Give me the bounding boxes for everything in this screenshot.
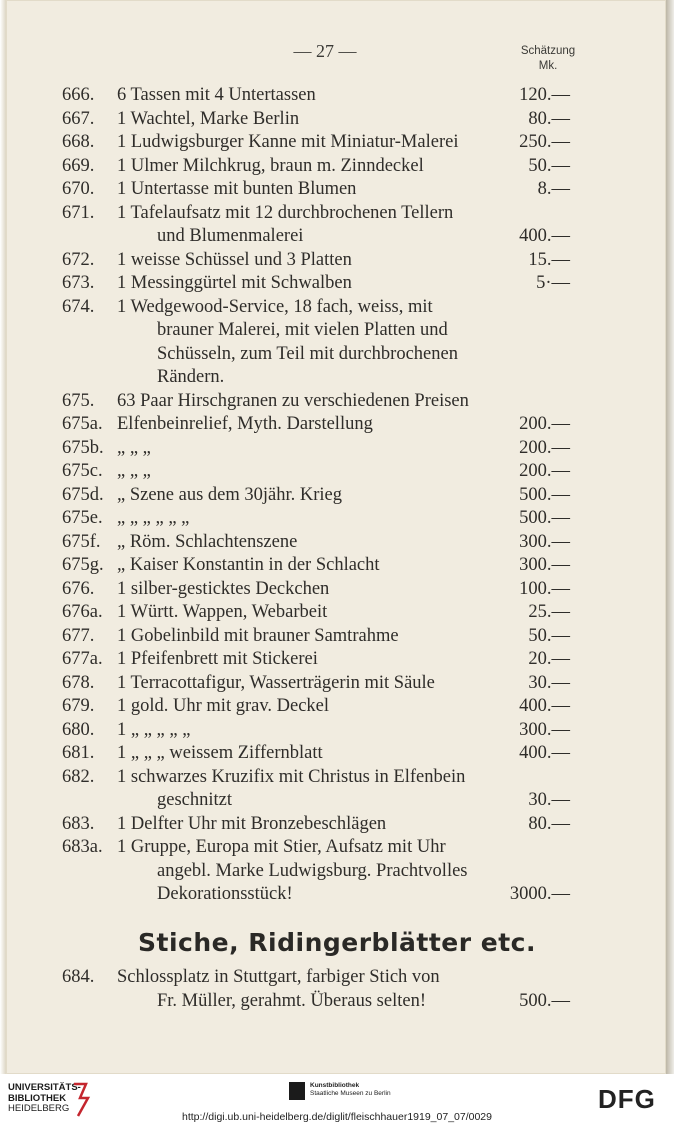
entry-number: 682. <box>62 766 95 787</box>
library-name-line-2: BIBLIOTHEK <box>8 1092 67 1104</box>
catalog-line <box>0 836 674 860</box>
entry-price: 50.— <box>528 155 570 176</box>
catalog-line <box>0 601 674 625</box>
entry-number: 676a. <box>62 602 103 622</box>
entry-price: 400.— <box>519 743 570 763</box>
entry-description: 1 weisse Schüssel und 3 Platten <box>117 249 352 270</box>
entry-number: 674. <box>62 296 95 317</box>
entry-description: Schüsseln, zum Teil mit durchbrochenen <box>157 343 458 364</box>
page-number: — 27 — <box>293 41 357 61</box>
dfg-logo[interactable]: DFG <box>598 1084 656 1114</box>
entry-description: 1 Gobelinbild mit brauner Samtrahme <box>117 625 399 646</box>
entry-price: 120.— <box>519 85 570 105</box>
catalog-line <box>0 178 674 202</box>
catalog-line <box>0 225 674 249</box>
entry-description: geschnitzt <box>157 790 233 810</box>
entry-number: 675g. <box>62 555 104 575</box>
entry-price: 500.— <box>519 990 570 1011</box>
entry-price: 30.— <box>528 790 570 810</box>
entry-price: 80.— <box>528 813 570 834</box>
catalog-line <box>0 413 674 437</box>
catalog-line <box>0 343 674 367</box>
entry-price: 25.— <box>528 602 570 622</box>
catalog-line <box>0 648 674 672</box>
entry-number: 681. <box>62 743 95 763</box>
entry-number: 680. <box>62 719 95 740</box>
entry-price: 500.— <box>519 484 570 505</box>
library-name-line-3: HEIDELBERG <box>8 1103 70 1114</box>
entry-number: 670. <box>62 179 95 199</box>
entry-price: 500.— <box>519 508 570 528</box>
catalog-line <box>0 766 674 790</box>
entry-description: 6 Tassen mit 4 Untertassen <box>117 85 316 105</box>
entry-number: 673. <box>62 273 95 293</box>
kb-line-2: Staatliche Museen zu Berlin <box>310 1090 391 1097</box>
entry-price: 200.— <box>519 414 570 434</box>
catalog-line <box>0 742 674 766</box>
entry-description: „ Röm. Schlachtenszene <box>117 531 298 552</box>
entry-description: 1 Ludwigsburger Kanne mit Miniatur-Malerei <box>117 132 459 152</box>
entry-description: 1 Wachtel, Marke Berlin <box>117 108 300 129</box>
catalog-line <box>0 531 674 555</box>
entry-price: 20.— <box>528 649 570 669</box>
catalog-line <box>0 390 674 414</box>
entry-price: 400.— <box>519 696 570 716</box>
catalog-line <box>0 296 674 320</box>
entry-description: „ Kaiser Konstantin in der Schlacht <box>117 555 380 575</box>
catalog-line <box>0 155 674 179</box>
catalog-line <box>0 484 674 508</box>
entry-number: 677. <box>62 625 95 646</box>
entry-price: 8.— <box>537 179 570 199</box>
entry-description: 1 Ulmer Milchkrug, braun m. Zinndeckel <box>117 155 424 176</box>
entry-number: 672. <box>62 249 95 270</box>
entry-description: angebl. Marke Ludwigsburg. Prachtvolles <box>157 860 468 881</box>
library-name-line-1: UNIVERSITÄTS- <box>8 1082 81 1093</box>
entry-description: „ „ „ <box>117 437 151 458</box>
entry-number: 679. <box>62 696 95 716</box>
catalog-entries <box>0 84 674 907</box>
catalog-line <box>0 883 674 907</box>
entry-price: 200.— <box>519 437 570 458</box>
entry-number: 677a. <box>62 649 103 669</box>
entry-description: 1 Württ. Wappen, Webarbeit <box>117 602 328 622</box>
entry-price: 100.— <box>519 578 570 599</box>
catalog-line <box>0 249 674 273</box>
catalog-line <box>0 789 674 813</box>
catalog-line <box>0 813 674 837</box>
entry-number: 666. <box>62 85 95 105</box>
kunstbibliothek-logo-icon <box>289 1082 305 1100</box>
entry-price: 400.— <box>519 226 570 246</box>
entry-number: 675. <box>62 390 95 411</box>
entry-price: 200.— <box>519 461 570 481</box>
entry-description: 1 „ „ „ „ „ <box>117 719 191 740</box>
entry-description: Schlossplatz in Stuttgart, farbiger Stich von <box>117 967 440 987</box>
catalog-line <box>0 437 674 461</box>
catalog-line <box>0 272 674 296</box>
entry-number: 675d. <box>62 484 104 505</box>
entry-description: 1 schwarzes Kruzifix mit Christus in Elfenbein <box>117 766 466 787</box>
entry-number: 669. <box>62 155 95 176</box>
entry-price: 5·— <box>536 273 570 293</box>
entry-number: 678. <box>62 672 95 693</box>
catalog-line <box>0 990 674 1014</box>
entry-number: 675c. <box>62 461 103 481</box>
price-header-unit: Mk. <box>538 60 558 72</box>
entry-description: 1 Gruppe, Europa mit Stier, Aufsatz mit Uhr <box>117 837 446 857</box>
catalog-line <box>0 131 674 155</box>
entry-number: 668. <box>62 132 95 152</box>
entry-price: 300.— <box>519 531 570 552</box>
entry-description: 1 Terracottafigur, Wasserträgerin mit Säule <box>117 672 435 693</box>
entry-description: Dekorationsstück! <box>157 884 293 904</box>
entry-description: „ „ „ „ „ „ <box>117 508 190 528</box>
entry-description: „ Szene aus dem 30jähr. Krieg <box>117 484 343 505</box>
entry-description: brauner Malerei, mit vielen Platten und <box>157 320 448 340</box>
entry-description: 1 Delfter Uhr mit Bronzebeschlägen <box>117 813 387 834</box>
entry-description: 1 gold. Uhr mit grav. Deckel <box>117 696 330 716</box>
catalog-line <box>0 319 674 343</box>
section-title: Stiche, Ridingerblätter etc. <box>137 928 536 957</box>
catalog-line <box>0 108 674 132</box>
entry-description: 1 silber-gesticktes Deckchen <box>117 578 330 599</box>
catalog-line <box>0 578 674 602</box>
price-column-header <box>508 44 588 74</box>
catalog-line <box>0 202 674 226</box>
entry-number: 667. <box>62 108 95 129</box>
entry-number: 683a. <box>62 837 103 857</box>
entry-price: 80.— <box>528 108 570 129</box>
entry-description: 1 Tafelaufsatz mit 12 durchbrochenen Tellern <box>117 202 454 223</box>
entry-description: 63 Paar Hirschgranen zu verschiedenen Preisen <box>117 390 469 411</box>
catalog-line <box>0 966 674 990</box>
entry-description: Rändern. <box>157 367 225 387</box>
entry-number: 676. <box>62 578 95 599</box>
source-url-link[interactable]: http://digi.ub.uni-heidelberg.de/diglit/fleischhauer1919_07_07/0029 <box>182 1111 492 1123</box>
entry-number: 671. <box>62 202 95 223</box>
price-header-label: Schätzung <box>520 45 576 57</box>
entry-description: 1 Pfeifenbrett mit Stickerei <box>117 649 318 669</box>
catalog-line <box>0 554 674 578</box>
entry-price: 3000.— <box>509 884 570 904</box>
entry-price: 250.— <box>519 132 570 152</box>
entry-description: 1 Wedgewood-Service, 18 fach, weiss, mit <box>117 296 433 317</box>
catalog-line <box>0 366 674 390</box>
footer <box>0 1074 674 1125</box>
entry-description: 1 Untertasse mit bunten Blumen <box>117 179 357 199</box>
entry-number: 684. <box>62 967 95 987</box>
entry-price: 300.— <box>519 719 570 740</box>
catalog-line <box>0 625 674 649</box>
entry-number: 675a. <box>62 414 103 434</box>
entry-price: 15.— <box>528 249 570 270</box>
entry-price: 300.— <box>519 555 570 575</box>
entry-number: 675f. <box>62 531 101 552</box>
entry-price: 30.— <box>528 672 570 693</box>
catalog-line <box>0 672 674 696</box>
catalog-line <box>0 860 674 884</box>
entry-number: 683. <box>62 813 95 834</box>
catalog-line <box>0 719 674 743</box>
entry-number: 675b. <box>62 437 104 458</box>
catalog-line <box>0 507 674 531</box>
catalog-line <box>0 695 674 719</box>
catalog-line <box>0 84 674 108</box>
catalog-line <box>0 460 674 484</box>
kb-line-1: Kunstbibliothek <box>310 1082 360 1089</box>
entry-description: Fr. Müller, gerahmt. Überaus selten! <box>157 990 426 1011</box>
entry-description: Elfenbeinrelief, Myth. Darstellung <box>117 414 373 434</box>
entry-description: und Blumenmalerei <box>157 226 304 246</box>
entry-number: 675e. <box>62 508 103 528</box>
entry-description: „ „ „ <box>117 461 151 481</box>
kunstbibliothek-label <box>310 1082 391 1098</box>
entry-price: 50.— <box>528 625 570 646</box>
entry-description: 1 „ „ „ weissem Ziffernblatt <box>117 743 323 763</box>
section-entries <box>0 966 674 1013</box>
entry-description: 1 Messinggürtel mit Schwalben <box>117 273 352 293</box>
